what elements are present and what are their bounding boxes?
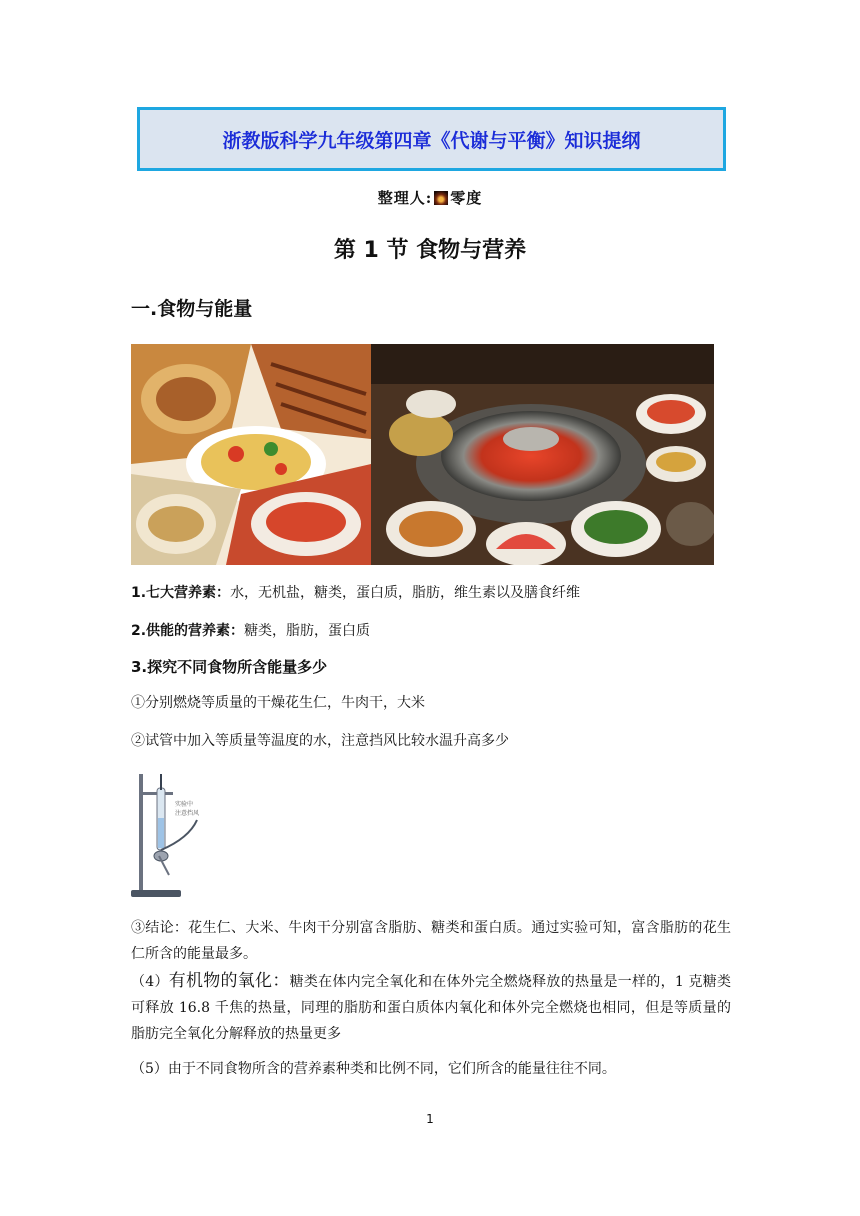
nutrients-line bbox=[131, 580, 731, 606]
energy-nutrients-line bbox=[131, 618, 731, 644]
apparatus-label-1: 实验中 bbox=[175, 801, 194, 808]
oxidation-label: 有机物的氧化： bbox=[168, 971, 290, 991]
step-2: ②试管中加入等质量等温度的水，注意挡风比较水温升高多少 bbox=[131, 733, 509, 749]
explore-heading: 3.探究不同食物所含能量多少 bbox=[131, 658, 328, 676]
difference-paragraph: （5）由于不同食物所含的营养素种类和比例不同，它们所含的能量往往不同。 bbox=[131, 1061, 616, 1077]
author-line bbox=[0, 187, 860, 208]
step-1: ①分别燃烧等质量的干燥花生仁，牛肉干，大米 bbox=[131, 695, 425, 711]
author-name: 零度 bbox=[450, 189, 483, 207]
section-title: 第 1 节 食物与营养 bbox=[333, 238, 527, 263]
document-title: 浙教版科学九年级第四章《代谢与平衡》知识提纲 bbox=[222, 129, 641, 152]
conclusion-paragraph: ③结论：花生仁、大米、牛肉干分别富含脂肪、糖类和蛋白质。通过实验可知，富含脂肪的花生仁所含的能量最多。 bbox=[131, 920, 731, 962]
food-photo bbox=[131, 344, 714, 565]
experiment-apparatus bbox=[131, 770, 221, 900]
oxidation-paragraph bbox=[131, 968, 731, 1047]
oxidation-text: 糖类在体内完全氧化和在体外完全燃烧释放的热量是一样的，1 克糖类可释放 16.8 千焦的热量，同理的脂肪和蛋白质体内氧化和体外完全燃烧也相同，但是等质量的脂肪完全氧化分解释放的热量更多 bbox=[131, 974, 732, 1042]
author-avatar-icon bbox=[434, 191, 448, 205]
heading-food-energy: 一.食物与能量 bbox=[131, 298, 253, 320]
author-label: 整理人: bbox=[377, 189, 433, 207]
oxidation-prefix: （4） bbox=[131, 974, 169, 990]
page-number: 1 bbox=[426, 1112, 434, 1126]
apparatus-label-2: 注意挡风 bbox=[175, 810, 200, 817]
energy-nutrients-label: 2.供能的营养素： bbox=[131, 623, 245, 639]
nutrients-label: 1.七大营养素： bbox=[131, 585, 231, 601]
energy-nutrients-text: 糖类，脂肪，蛋白质 bbox=[244, 623, 371, 639]
document-title-box bbox=[137, 107, 726, 171]
nutrients-text: 水，无机盐，糖类，蛋白质，脂肪，维生素以及膳食纤维 bbox=[230, 585, 581, 601]
